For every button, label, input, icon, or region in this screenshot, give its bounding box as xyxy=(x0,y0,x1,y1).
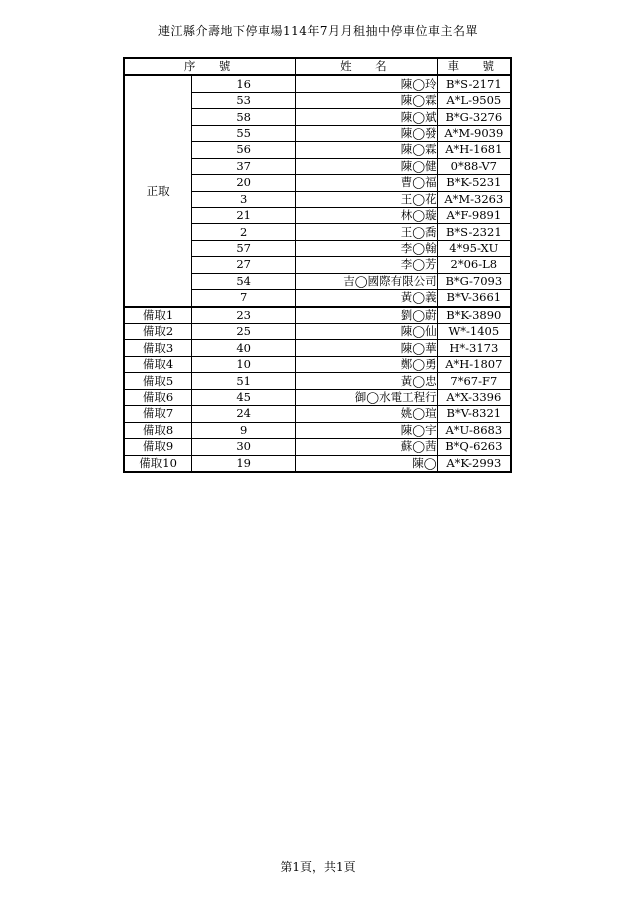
owner-name: 陳◯霖 xyxy=(296,92,437,108)
draw-number: 27 xyxy=(192,257,296,273)
plate-number: A*M-3263 xyxy=(437,191,511,207)
owner-name: 黃◯義 xyxy=(296,290,437,307)
page-footer: 第1頁，共1頁 xyxy=(280,860,356,874)
owner-name: 陳◯玲 xyxy=(296,75,437,92)
table-row xyxy=(124,324,511,340)
table-row xyxy=(124,422,511,438)
draw-number: 2 xyxy=(192,224,296,240)
table-row xyxy=(124,307,511,324)
plate-number: A*F-9891 xyxy=(437,207,511,223)
owner-name: 陳◯健 xyxy=(296,158,437,174)
draw-number: 3 xyxy=(192,191,296,207)
draw-number: 40 xyxy=(192,340,296,356)
alternate-label: 備取8 xyxy=(124,422,192,438)
draw-number: 19 xyxy=(192,455,296,472)
table-body xyxy=(124,75,511,472)
owner-name: 王◯花 xyxy=(296,191,437,207)
draw-number: 56 xyxy=(192,142,296,158)
table-row xyxy=(124,75,511,92)
winners-table xyxy=(123,57,512,473)
draw-number: 9 xyxy=(192,422,296,438)
draw-number: 7 xyxy=(192,290,296,307)
table-row xyxy=(124,389,511,405)
plate-number: 0*88-V7 xyxy=(437,158,511,174)
plate-number: B*Q-6263 xyxy=(437,439,511,455)
plate-number: B*S-2171 xyxy=(437,75,511,92)
owner-name: 陳◯斌 xyxy=(296,109,437,125)
plate-number: B*G-7093 xyxy=(437,273,511,289)
table-row xyxy=(124,373,511,389)
plate-number: A*X-3396 xyxy=(437,389,511,405)
table-row xyxy=(124,406,511,422)
owner-name: 林◯璇 xyxy=(296,207,437,223)
alternate-label: 備取5 xyxy=(124,373,192,389)
main-category-label: 正取 xyxy=(124,75,192,306)
draw-number: 37 xyxy=(192,158,296,174)
alternate-label: 備取9 xyxy=(124,439,192,455)
alternate-label: 備取6 xyxy=(124,389,192,405)
owner-name: 陳◯仙 xyxy=(296,324,437,340)
draw-number: 55 xyxy=(192,125,296,141)
draw-number: 24 xyxy=(192,406,296,422)
header-plate: 車 號 xyxy=(437,58,511,75)
table-row xyxy=(124,439,511,455)
owner-name: 劉◯蔚 xyxy=(296,307,437,324)
owner-name: 王◯喬 xyxy=(296,224,437,240)
plate-number: B*V-3661 xyxy=(437,290,511,307)
plate-number: A*U-8683 xyxy=(437,422,511,438)
owner-name: 陳◯宇 xyxy=(296,422,437,438)
plate-number: 7*67-F7 xyxy=(437,373,511,389)
owner-name: 曹◯福 xyxy=(296,175,437,191)
draw-number: 10 xyxy=(192,356,296,372)
owner-name: 黃◯忠 xyxy=(296,373,437,389)
owner-name: 御◯水電工程行 xyxy=(296,389,437,405)
alternate-label: 備取4 xyxy=(124,356,192,372)
header-seq: 序 號 xyxy=(124,58,296,75)
draw-number: 53 xyxy=(192,92,296,108)
alternate-label: 備取1 xyxy=(124,307,192,324)
plate-number: B*G-3276 xyxy=(437,109,511,125)
alternate-label: 備取2 xyxy=(124,324,192,340)
plate-number: A*M-9039 xyxy=(437,125,511,141)
owner-name: 李◯翰 xyxy=(296,240,437,256)
plate-number: 4*95-XU xyxy=(437,240,511,256)
owner-name: 姚◯瑄 xyxy=(296,406,437,422)
plate-number: 2*06-L8 xyxy=(437,257,511,273)
plate-number: A*K-2993 xyxy=(437,455,511,472)
plate-number: B*S-2321 xyxy=(437,224,511,240)
owner-name: 陳◯發 xyxy=(296,125,437,141)
owner-name: 陳◯霖 xyxy=(296,142,437,158)
owner-name: 吉◯國際有限公司 xyxy=(296,273,437,289)
alternate-label: 備取7 xyxy=(124,406,192,422)
owner-name: 鄭◯勇 xyxy=(296,356,437,372)
table-row xyxy=(124,340,511,356)
draw-number: 23 xyxy=(192,307,296,324)
table-header-row xyxy=(124,58,511,75)
plate-number: B*K-3890 xyxy=(437,307,511,324)
alternate-label: 備取3 xyxy=(124,340,192,356)
plate-number: A*H-1807 xyxy=(437,356,511,372)
owner-name: 蘇◯茜 xyxy=(296,439,437,455)
table-row xyxy=(124,455,511,472)
header-name: 姓 名 xyxy=(296,58,437,75)
plate-number: A*L-9505 xyxy=(437,92,511,108)
plate-number: B*V-8321 xyxy=(437,406,511,422)
plate-number: W*-1405 xyxy=(437,324,511,340)
draw-number: 21 xyxy=(192,207,296,223)
table-row xyxy=(124,356,511,372)
draw-number: 58 xyxy=(192,109,296,125)
draw-number: 16 xyxy=(192,75,296,92)
draw-number: 25 xyxy=(192,324,296,340)
document-title: 連江縣介壽地下停車場114年7月月租抽中停車位車主名單 xyxy=(157,24,479,38)
draw-number: 20 xyxy=(192,175,296,191)
draw-number: 45 xyxy=(192,389,296,405)
owner-name: 李◯芳 xyxy=(296,257,437,273)
draw-number: 54 xyxy=(192,273,296,289)
draw-number: 51 xyxy=(192,373,296,389)
plate-number: H*-3173 xyxy=(437,340,511,356)
draw-number: 57 xyxy=(192,240,296,256)
alternate-label: 備取10 xyxy=(124,455,192,472)
owner-name: 陳◯華 xyxy=(296,340,437,356)
plate-number: A*H-1681 xyxy=(437,142,511,158)
draw-number: 30 xyxy=(192,439,296,455)
owner-name: 陳◯ xyxy=(296,455,437,472)
plate-number: B*K-5231 xyxy=(437,175,511,191)
